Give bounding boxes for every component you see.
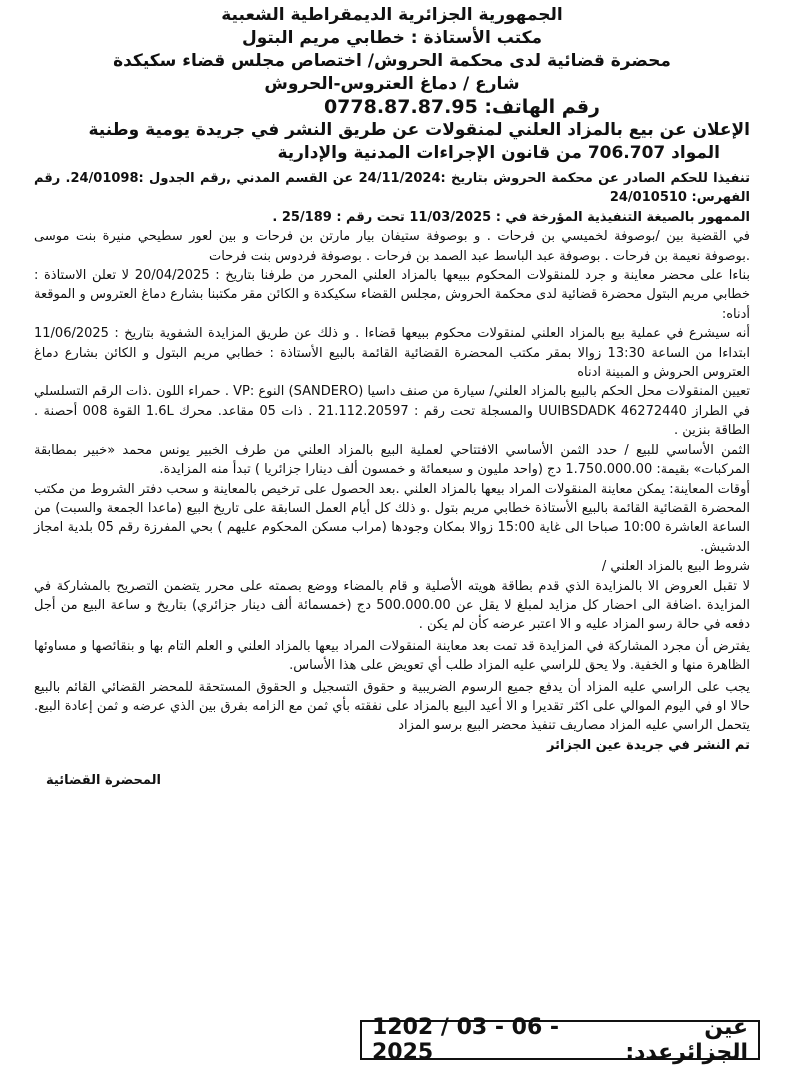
conditions-title: شروط البيع بالمزاد العلني /: [601, 559, 750, 575]
paragraph-payment: يجب على الراسي عليه المزاد أن يدفع جميع الرسوم الضريبية و حقوق التسجيل و الحقوق المستحقة للمحضر القضائي القائم بالبيع حالا او في اليوم الموالي على اكثر تقديرا و الا أعيد البيع بالمزاد على نفقته بأي ثمن مع الزامه بفرق بين الذي عرضه و ثمن إعادة البيع. يتحمل الراسي عليه المزاد مصاريف تنفيذ محضر البيع برسو المزاد: [34, 679, 750, 734]
paragraph-inventory: بناءا على محضر معاينة و جرد للمنقولات المحكوم ببيعها بالمزاد العلني المحرر من طرفنا بتاريخ : 20/04/2025 لا تعلن الاستاذة : خطابي مريم البتول محضرة قضائية لدى محكمة الحروش ,مجلس القضاء سكيكدة و الكائن مقر مكتبنا بشارع دماغ العتروس و الموقعة أدناه:: [34, 268, 750, 322]
paragraph-vehicle: تعيين المنقولات محل الحكم بالبيع بالمزاد العلني/ سيارة من صنف داسيا (SANDERO) النوع :VP . حمراء اللون .ذات الرقم التسلسلي في الطراز UUIBSDADK 46272440 والمسجلة تحت رقم : 21.112.20597 . ذات 05 مقاعد. محرك 1.6L القوة 008 أحصنة . الطاقة بنزين .: [34, 384, 751, 439]
paragraph-judgment: تنفيذا للحكم الصادر عن محكمة الحروش بتاريخ :24/11/2024 عن القسم المدني ,رقم الجدول :24/01098. رقم الفهرس: 24/010510: [34, 171, 751, 206]
phone-line: [34, 96, 750, 119]
paragraph-participation: يفترض أن مجرد المشاركة في المزايدة قد تمت بعد معاينة المنقولات المراد بيعها بالمزاد العلني و العلم التام بها و بنقائصها و مساوئها الظاهرة منها و الخفية. ولا يحق للراسي عليه المزاد طلب أي تعويض على هذا الأساس.: [34, 638, 750, 674]
notice-articles: المواد 706.707 من قانون الإجراءات المدنية والإدارية: [277, 143, 720, 163]
newspaper-footer-box: [360, 1015, 760, 1065]
paragraph-parties: في القضية بين /بوصوفة لخميسي بن فرحات . و بوصوفة ستيفان بيار مارتن بن فرحات و بين لعور سطيحي منيرة بنت موسى .بوصوفة نعيمة بن فرحات . بوصوفة عبد الباسط عبد الصمد بن فرحات . بوصوفة فردوس بنت فرحات: [34, 229, 750, 264]
address-heading: شارع / دماغ العتروس-الحروش: [264, 74, 520, 94]
paragraph-inspection: أوقات المعاينة: يمكن معاينة المنقولات المراد بيعها بالمزاد العلني .بعد الحصول على ترخيص بالمعاينة و سحب دفتر الشروط من مكتب المحضرة القضائية القائمة بالبيع الأستاذة خطابي مريم بتول .و ذلك كل أيام العمل السابقة على تاريخ البيع (ماعدا الجمعة والسبت) من الساعة العاشرة 10:00 صباحا الى غاية 15:00 زوالا بمكان وجودها (مراب مسكن المحكوم عليهم ) بحي المفرزة رقم 05 بلدية امجاز الدشيش.: [34, 481, 750, 555]
paragraph-publication: تم النشر في جريدة عين الجزائر: [547, 737, 750, 753]
paragraph-base-price: الثمن الأساسي للبيع / حدد الثمن الأساسي الافتتاحي لعملية البيع بالمزاد العلني من طرف الخبير يونس محمد «خبير بمطابقة المركبات» بقيمة: 1.750.000.00 دج (واحد مليون و سبعمائة و خمسون ألف دينارا جزائريا ) تبدأ منه المزايدة.: [34, 442, 750, 478]
republic-heading: الجمهورية الجزائرية الديمقراطية الشعبية: [221, 5, 563, 25]
signature-label: المحضرة القضائية: [46, 773, 161, 789]
newspaper-name: عين الجزائرعدد:: [625, 1015, 748, 1065]
paragraph-executory: الممهور بالصيغة التنفيذية المؤرخة في : 11/03/2025 تحت رقم : 25/189 .: [272, 209, 750, 225]
notice-title: الإعلان عن بيع بالمزاد العلني لمنقولات عن طريق النشر في جريدة يومية وطنية: [88, 120, 750, 140]
phone-label: رقم الهاتف:: [484, 96, 600, 118]
phone-number: 0778.87.87.95: [323, 96, 478, 118]
office-heading: مكتب الأستاذة : خطابي مريم البتول: [241, 28, 543, 48]
paragraph-conditions: لا تقبل العروض الا بالمزايدة الذي قدم بطاقة هويته الأصلية و قام بالمضاء ووضع بصمته على محرر يتضمن التصريح بالمشاركة في المزايدة .اضافة الى احضار كل مزايد لمبلغ لا يقل عن 500.000.00 دج (خمسمائة ألف دينار جزائري) بتاريخ و ساعة البيع من أجل دفعه في حالة رسو المزاد عليه و الا اعتبر عرضه كأن لم يكن .: [34, 578, 750, 633]
paragraph-auction-date: أنه سيشرع في عملية بيع بالمزاد العلني لمنقولات محكوم ببيعها قضاءا . و ذلك عن طريق المزايدة الشفوية بتاريخ : 11/06/2025 ابتداءا من الساعة 13:30 زوالا بمقر مكتب المحضرة القضائية القائمة بالبيع الأستاذة : خطابي مريم البتول و الكائن بشارع دماغ العتروس الحروش و المبينة ادناه: [34, 326, 750, 381]
bailiff-heading: محضرة قضائية لدى محكمة الحروش/ اختصاص مجلس قضاء سكيكدة: [113, 51, 671, 71]
issue-number-date: 1202 / 03 - 06 - 2025: [372, 1015, 560, 1065]
